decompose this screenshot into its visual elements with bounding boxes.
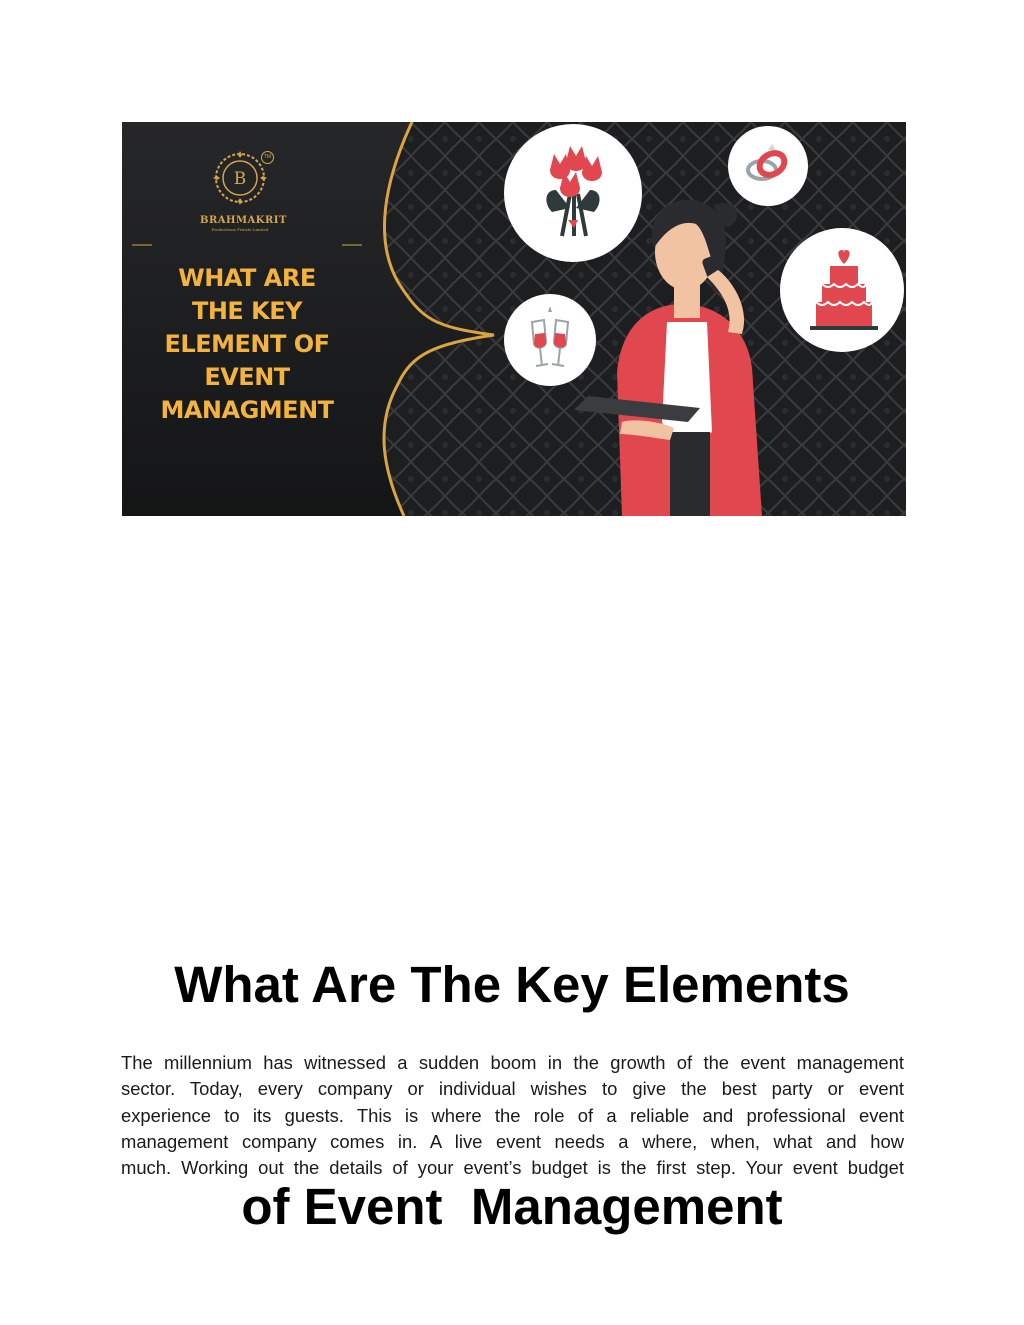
rings-bubble bbox=[728, 126, 808, 206]
tulip-bouquet-icon bbox=[504, 124, 642, 262]
paragraph-line: experience to its guests. This is where the role of a reliable and professional event bbox=[121, 1104, 904, 1126]
brand-emblem-icon bbox=[212, 150, 268, 206]
banner-heading bbox=[136, 262, 358, 427]
body-paragraph bbox=[121, 1050, 904, 1181]
banner-heading-line: WHAT ARE bbox=[178, 264, 316, 292]
brand-subtitle: Productions Private Limited bbox=[211, 227, 269, 232]
banner-heading-line: MANAGMENT bbox=[160, 396, 334, 424]
banner-heading-line: THE KEY bbox=[191, 297, 303, 325]
champagne-glasses-bubble bbox=[504, 294, 596, 386]
banner-heading-line: ELEMENT OF bbox=[164, 330, 330, 358]
champagne-glasses-icon bbox=[504, 294, 596, 386]
paragraph-line: management company comes in. A live event needs a where, when, what and how bbox=[121, 1130, 904, 1152]
brand-name: BRAHMAKRIT bbox=[200, 215, 287, 226]
paragraph-line: sector. Today, every company or individual wishes to give the best party or event bbox=[121, 1078, 904, 1100]
page-title-line: What Are The Key Elements bbox=[174, 956, 850, 1013]
tulip-bouquet-bubble bbox=[504, 124, 642, 262]
paragraph-line: much. Working out the details of your event’s budget is the first step. Your event budget bbox=[121, 1157, 904, 1179]
paragraph-line: The millennium has witnessed a sudden boom in the growth of the event management bbox=[121, 1052, 904, 1073]
banner-image bbox=[122, 122, 906, 516]
wedding-cake-bubble bbox=[780, 228, 904, 352]
svg-text:B: B bbox=[233, 169, 247, 189]
page-title-line: of Event Management bbox=[241, 1178, 783, 1235]
rings-icon bbox=[728, 126, 808, 206]
wedding-cake-icon bbox=[780, 228, 904, 352]
trademark-badge: TM bbox=[261, 151, 274, 164]
banner-heading-line: EVENT bbox=[204, 363, 290, 391]
